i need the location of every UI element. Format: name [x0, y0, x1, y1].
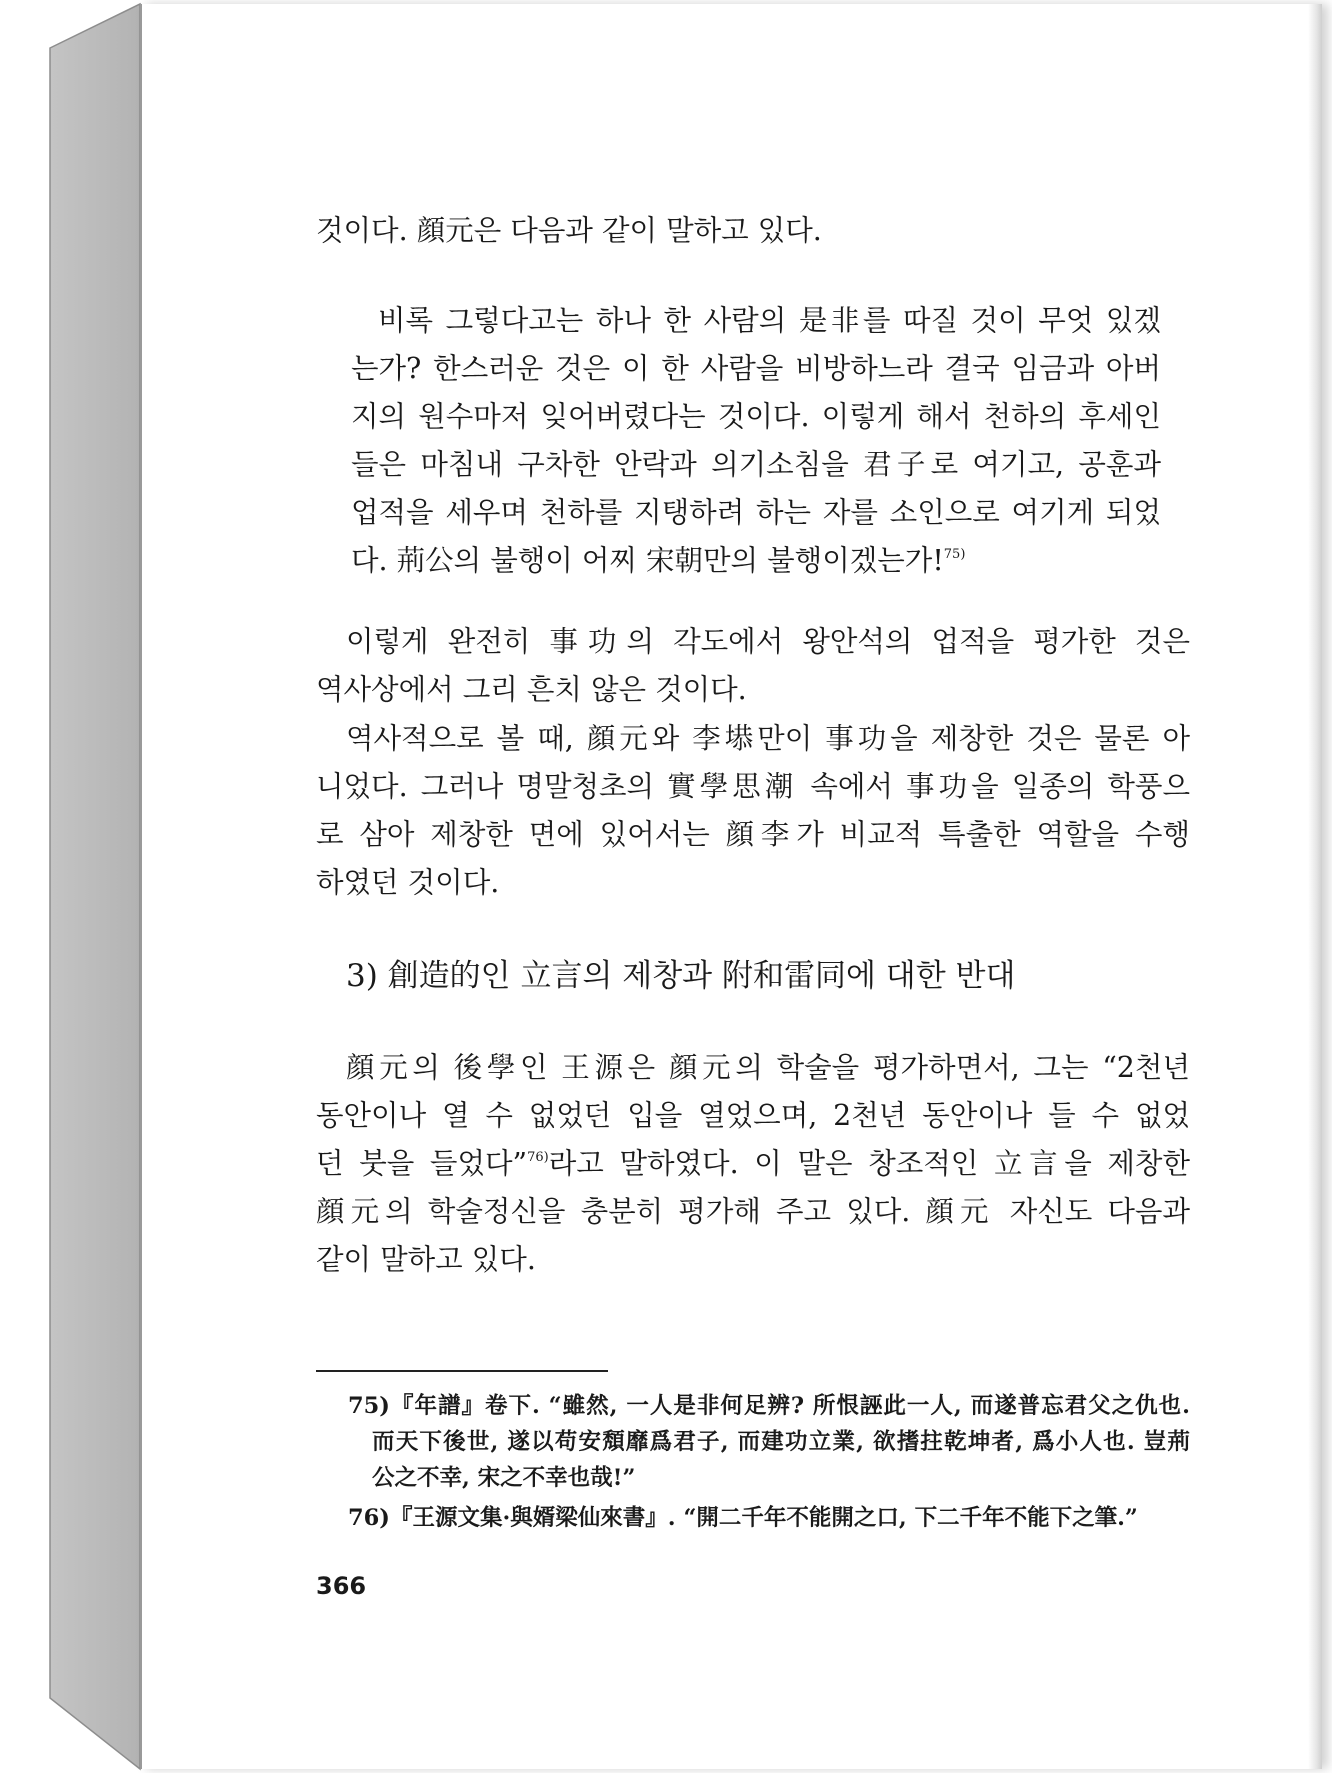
- quote-line: 지의 원수마저 잊어버렸다는 것이다. 이렇게 해서 천하의 후세인: [351, 400, 1161, 433]
- footnote-ref-76: 76): [527, 1150, 549, 1165]
- quote-line: [351, 538, 1161, 579]
- paragraph-line: 하였던 것이다.: [316, 866, 500, 899]
- paragraph-line: 니었다. 그러나 명말청초의 實學思潮 속에서 事功을 일종의 학풍으: [316, 770, 1190, 803]
- footnote-75: 75)『年譜』卷下. “雖然, 一人是非何足辨? 所恨誣此一人, 而遂普忘君父之仇也.: [348, 1393, 1190, 1419]
- paragraph-line: 顔元의 학술정신을 충분히 평가해 주고 있다. 顔元 자신도 다음과: [316, 1195, 1190, 1228]
- footnote-75-line: 而天下後世, 遂以苟安頽靡爲君子, 而建功立業, 欲搘拄乾坤者, 爲小人也. 豈荊: [372, 1429, 1190, 1455]
- text-span: 라고 말하였다. 이 말은 창조적인 立言을 제창한: [548, 1147, 1190, 1180]
- quote-last-text: 다. 荊公의 불행이 어찌 宋朝만의 불행이겠는가!: [351, 544, 944, 577]
- paragraph-line: 동안이나 열 수 없었던 입을 열었으며, 2천년 동안이나 들 수 없었: [316, 1099, 1190, 1132]
- footnote-ref-75: 75): [943, 547, 966, 562]
- quote-line: 는가? 한스러운 것은 이 한 사람을 비방하느라 결국 임금과 아버: [351, 352, 1161, 385]
- footnote-76: 76)『王源文集·與婿梁仙來書』. “開二千年不能開之口, 下二千年不能下之筆.”: [348, 1505, 1138, 1531]
- paragraph-line: 로 삼아 제창한 면에 있어서는 顔李가 비교적 특출한 역할을 수행: [316, 818, 1190, 851]
- paragraph-line: 역사상에서 그리 흔치 않은 것이다.: [316, 673, 747, 706]
- page-edge-shadow: [1308, 4, 1322, 1769]
- paragraph-line: 顔元의 後學인 王源은 顔元의 학술을 평가하면서, 그는 “2천년: [346, 1051, 1190, 1084]
- page-number: 366: [316, 1572, 367, 1600]
- paragraph-line: [316, 1141, 1190, 1182]
- quote-line: 비록 그렇다고는 하나 한 사람의 是非를 따질 것이 무엇 있겠: [378, 304, 1161, 337]
- paragraph-line: 것이다. 顔元은 다음과 같이 말하고 있다.: [316, 214, 822, 247]
- quote-line: 업적을 세우며 천하를 지탱하려 하는 자를 소인으로 여기게 되었: [351, 496, 1161, 529]
- paragraph-line: 역사적으로 볼 때, 顔元와 李塨만이 事功을 제창한 것은 물론 아: [346, 722, 1190, 755]
- paragraph-line: 같이 말하고 있다.: [316, 1243, 536, 1276]
- quote-line: 들은 마침내 구차한 안락과 의기소침을 君子로 여기고, 공훈과: [351, 448, 1161, 481]
- paragraph-line: 이렇게 완전히 事功의 각도에서 왕안석의 업적을 평가한 것은: [346, 625, 1190, 658]
- footnote-75-line: 公之不幸, 宋之不幸也哉!”: [372, 1465, 636, 1491]
- section-heading: 3) 創造的인 立言의 제창과 附和雷同에 대한 반대: [346, 958, 1016, 994]
- text-span: 던 붓을 들었다”: [316, 1147, 528, 1180]
- footnote-divider: [316, 1370, 608, 1372]
